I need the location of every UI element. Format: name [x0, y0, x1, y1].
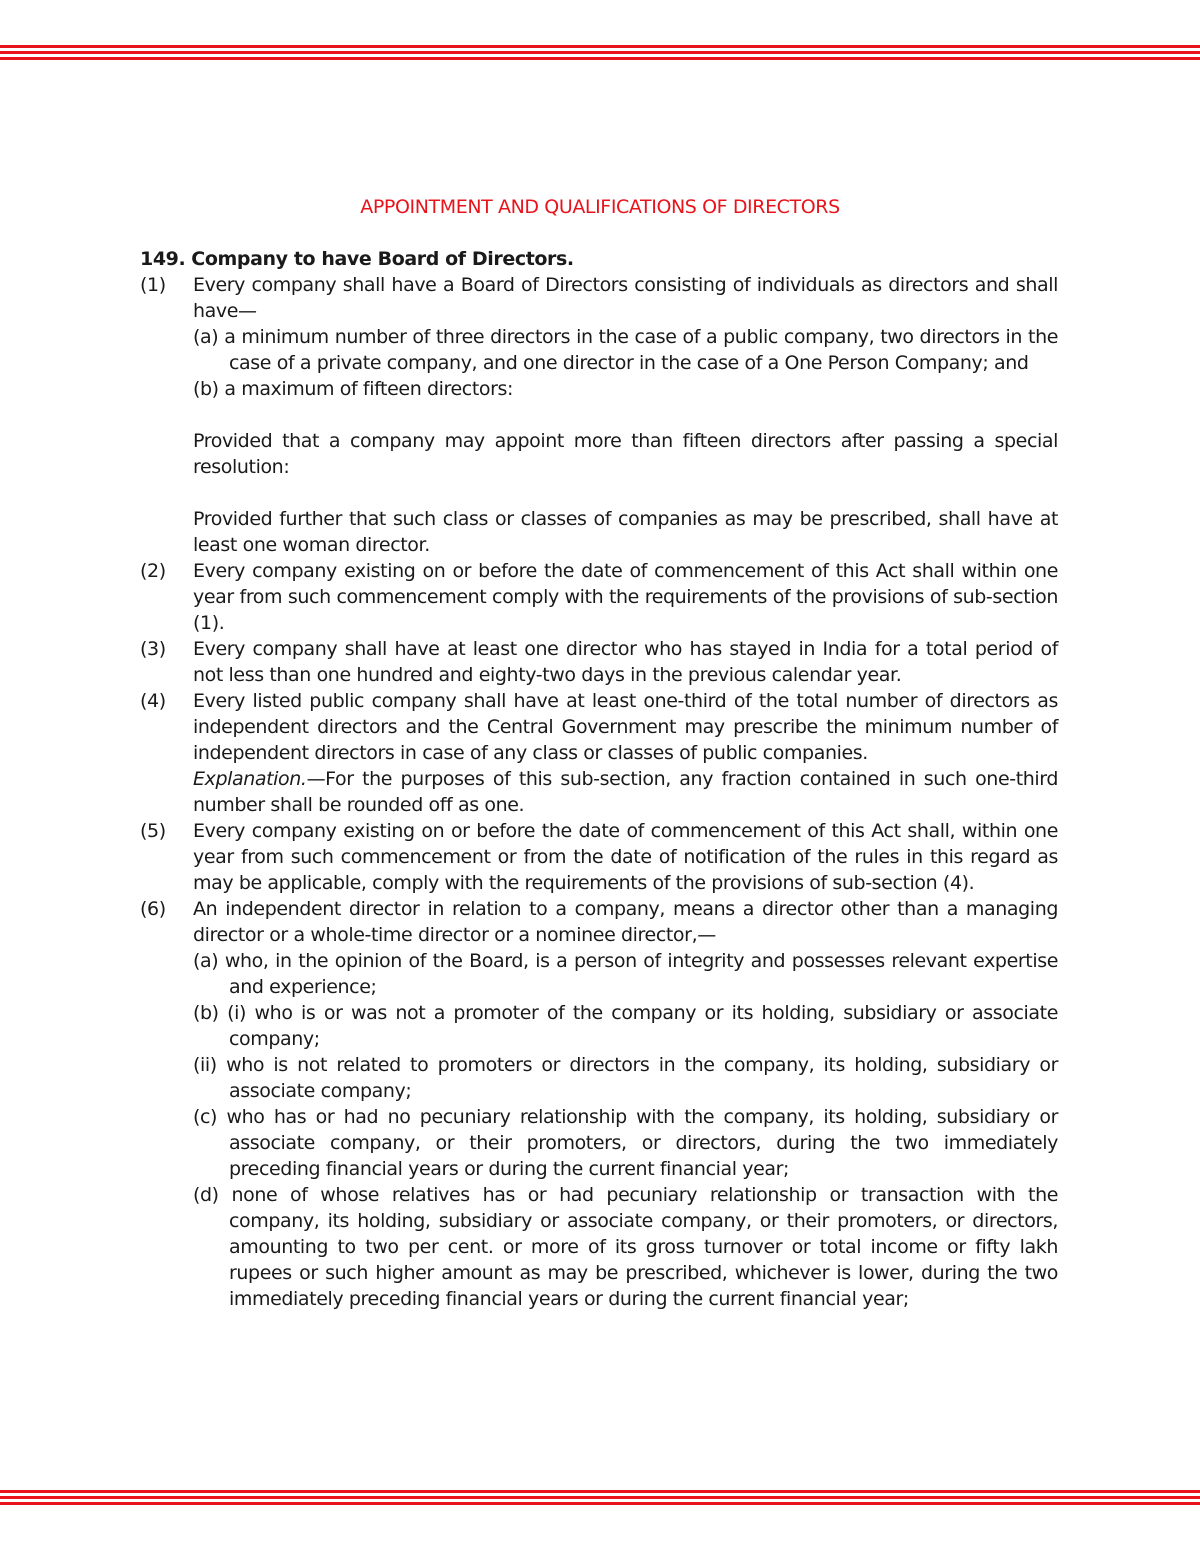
sub-clause-label: (d) — [193, 1184, 219, 1206]
clause-number: (5) — [140, 820, 166, 842]
sub-clause-a — [193, 324, 1058, 376]
sub-clause-text: a minimum number of three directors in the case of a public company, two directors in the case of a private company, and one director in the case of a One Person Company; and — [224, 326, 1058, 374]
clause-number: (2) — [140, 560, 166, 582]
sub-clause-label: (b) — [193, 378, 219, 400]
clause-5 — [140, 818, 1058, 896]
sub-clause-label: (a) — [193, 950, 219, 972]
section-number: 149. — [140, 248, 186, 270]
sub-clause-text: who, in the opinion of the Board, is a person of integrity and possesses relevant expertise and experience; — [224, 950, 1059, 998]
explanation-label: Explanation. — [193, 768, 307, 790]
sub-clause-b — [193, 376, 1058, 402]
sub-clause-text: who has or had no pecuniary relationship with the company, its holding, subsidiary or associate company, or their promoters, or directors, during the two immediately preceding financial years or during the current financial year; — [226, 1106, 1059, 1180]
sub-clause-a — [193, 948, 1058, 1000]
section-heading — [140, 246, 1058, 272]
clause-1 — [140, 272, 1058, 558]
document-body — [140, 246, 1058, 1312]
section-heading-text: Company to have Board of Directors. — [191, 248, 574, 270]
clause-2 — [140, 558, 1058, 636]
clause-number: (1) — [140, 274, 166, 296]
explanation — [193, 766, 1058, 818]
sub-clause-text: none of whose relatives has or had pecuniary relationship or transaction with the company, its holding, subsidiary or associate company, or their promoters, or directors, amounting to two per cent. or more of its gross turnover or total income or fifty lakh rupees or such higher amount as may be prescribed, whichever is lower, during the two immediately preceding financial years or during the current financial year; — [229, 1184, 1059, 1310]
proviso-2: Provided further that such class or classes of companies as may be prescribed, shall have at least one woman director. — [193, 508, 1058, 556]
sub-clause-label: (a) — [193, 326, 219, 348]
clause-text: Every company shall have at least one director who has stayed in India for a total period of not less than one hundred and eighty-two days in the previous calendar year. — [193, 638, 1058, 686]
sub-clause-c — [193, 1104, 1058, 1182]
clause-text: Every listed public company shall have at least one-third of the total number of directors as independent directors and the Central Government may prescribe the minimum number of independent directors in case of any class or classes of public companies. — [193, 690, 1058, 764]
sub-clause-text: who is not related to promoters or directors in the company, its holding, subsidiary or associate company; — [226, 1054, 1058, 1102]
sub-clause-label: (b) (i) — [193, 1002, 247, 1024]
sub-clause-label: (ii) — [193, 1054, 217, 1076]
sub-clause-b-i — [193, 1000, 1058, 1052]
sub-clause-b-ii — [193, 1052, 1058, 1104]
clause-text: An independent director in relation to a company, means a director other than a managing director or a whole-time director or a nominee director,— — [193, 898, 1058, 946]
proviso-1: Provided that a company may appoint more than fifteen directors after passing a special resolution: — [193, 430, 1058, 478]
clause-4 — [140, 688, 1058, 818]
clause-text: Every company shall have a Board of Directors consisting of individuals as directors and shall have— — [193, 274, 1058, 322]
clause-6 — [140, 896, 1058, 1312]
clause-text: Every company existing on or before the date of commencement of this Act shall within one year from such commencement comply with the requirements of the provisions of sub-section (1). — [193, 560, 1058, 634]
clause-number: (3) — [140, 638, 166, 660]
top-border-rule — [0, 45, 1200, 63]
bottom-border-rule — [0, 1490, 1200, 1508]
sub-clause-d — [193, 1182, 1058, 1312]
clause-text: Every company existing on or before the date of commencement of this Act shall, within one year from such commencement or from the date of notification of the rules in this regard as may be applicable, comply with the requirements of the provisions of sub-section (4). — [193, 820, 1058, 894]
explanation-text: —For the purposes of this sub-section, any fraction contained in such one-third number shall be rounded off as one. — [193, 768, 1058, 816]
clause-3 — [140, 636, 1058, 688]
clause-number: (4) — [140, 690, 166, 712]
page-title: APPOINTMENT AND QUALIFICATIONS OF DIRECTORS — [360, 196, 840, 218]
sub-clause-label: (c) — [193, 1106, 218, 1128]
sub-clause-text: who is or was not a promoter of the company or its holding, subsidiary or associate company; — [229, 1002, 1059, 1050]
sub-clause-text: a maximum of fifteen directors: — [224, 378, 514, 400]
clause-number: (6) — [140, 898, 166, 920]
